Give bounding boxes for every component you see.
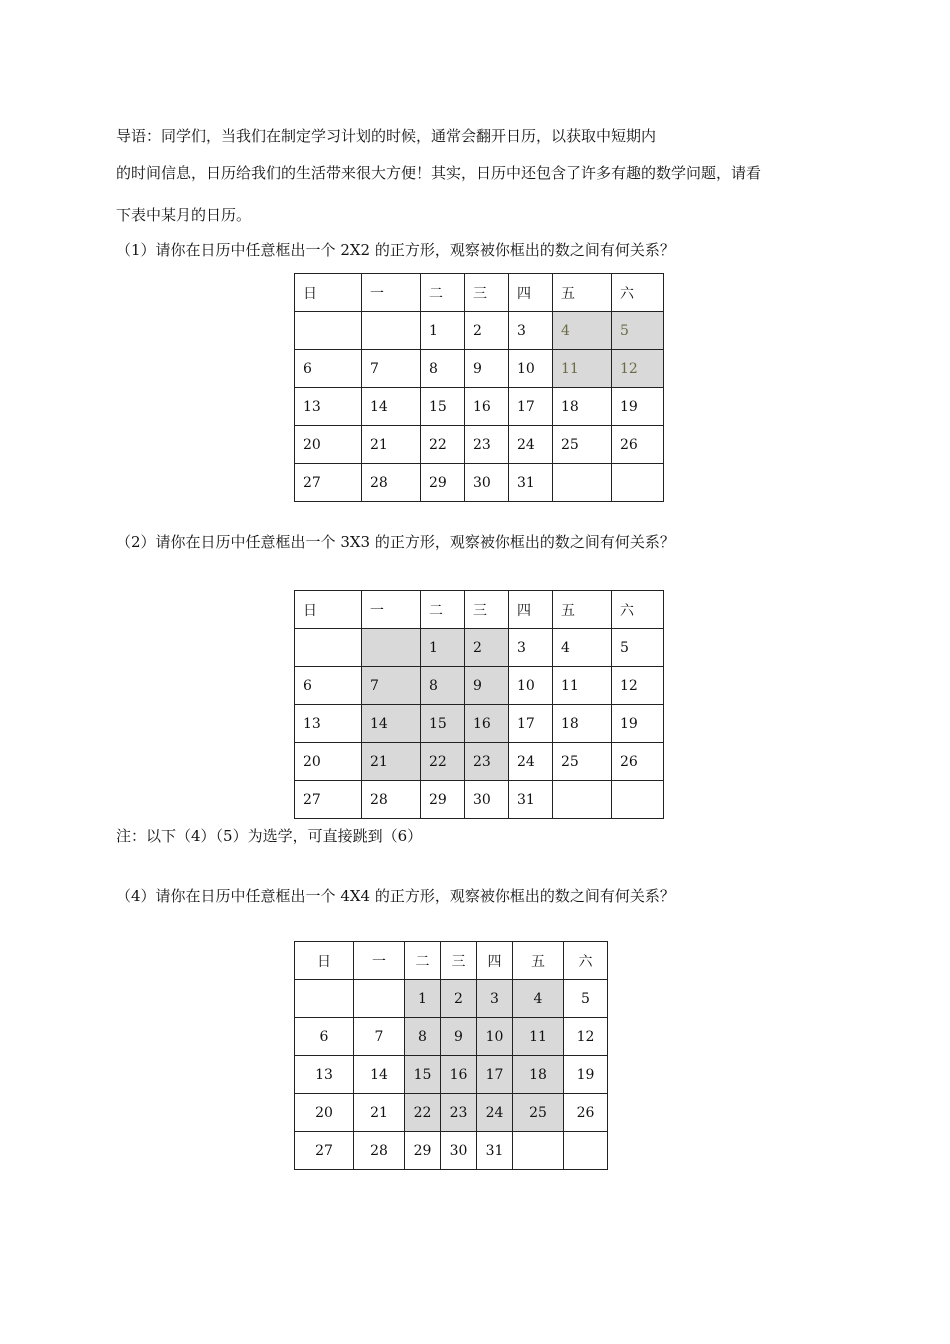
day-cell: 25 [553,426,612,464]
day-cell: 29 [405,1132,441,1170]
day-cell: 5 [612,629,664,667]
question-1: （1）请你在日历中任意框出一个 2X2 的正方形，观察被你框出的数之间有何关系？ [116,241,675,259]
weekday-cell: 日 [295,591,362,629]
day-cell-highlighted: 16 [465,705,509,743]
day-cell-highlighted: 15 [405,1056,441,1094]
day-cell: 4 [553,629,612,667]
weekday-header-row [295,591,664,629]
day-cell-highlighted: 25 [513,1094,564,1132]
weekday-cell: 二 [421,274,465,312]
table-row [295,312,664,350]
table-row [295,426,664,464]
table-row [295,629,664,667]
day-cell: 20 [295,743,362,781]
day-cell: 30 [441,1132,477,1170]
day-cell: 14 [362,388,421,426]
day-cell: 17 [509,388,553,426]
table-row [295,667,664,705]
day-cell-highlighted: 9 [441,1018,477,1056]
day-cell [612,781,664,819]
day-cell-highlighted: 4 [513,980,564,1018]
day-cell: 10 [509,350,553,388]
day-cell: 12 [564,1018,608,1056]
day-cell-highlighted: 21 [362,743,421,781]
day-cell: 21 [354,1094,405,1132]
day-cell: 20 [295,426,362,464]
day-cell: 3 [509,629,553,667]
weekday-cell: 一 [354,942,405,980]
table-row [295,705,664,743]
calendar-table-4 [294,941,608,1170]
day-cell-highlighted: 2 [441,980,477,1018]
weekday-cell: 四 [509,274,553,312]
day-cell: 23 [465,426,509,464]
table-row [295,980,608,1018]
weekday-cell: 日 [295,942,354,980]
day-cell [362,312,421,350]
day-cell: 17 [509,705,553,743]
day-cell-highlighted: 8 [421,667,465,705]
table-row [295,1056,608,1094]
day-cell: 28 [354,1132,405,1170]
weekday-header-row [295,274,664,312]
day-cell: 31 [509,781,553,819]
intro-line-3: 下表中某月的日历。 [116,206,252,224]
table-row [295,781,664,819]
day-cell: 31 [477,1132,513,1170]
weekday-cell: 一 [362,591,421,629]
weekday-cell: 五 [513,942,564,980]
day-cell: 29 [421,464,465,502]
weekday-cell: 六 [612,274,664,312]
table-row [295,1018,608,1056]
day-cell-highlighted: 9 [465,667,509,705]
day-cell: 26 [564,1094,608,1132]
note: 注：以下（4）（5）为选学，可直接跳到（6） [116,827,423,845]
day-cell: 25 [553,743,612,781]
day-cell: 10 [509,667,553,705]
day-cell: 13 [295,388,362,426]
day-cell: 7 [354,1018,405,1056]
day-cell: 15 [421,388,465,426]
day-cell: 24 [509,426,553,464]
table-row [295,743,664,781]
day-cell: 31 [509,464,553,502]
day-cell [553,781,612,819]
weekday-cell: 三 [465,591,509,629]
day-cell: 7 [362,350,421,388]
day-cell: 21 [362,426,421,464]
table-row [295,1132,608,1170]
day-cell-highlighted: 12 [612,350,664,388]
day-cell [564,1132,608,1170]
weekday-cell: 日 [295,274,362,312]
weekday-cell: 五 [553,274,612,312]
day-cell [354,980,405,1018]
day-cell-highlighted: 5 [612,312,664,350]
weekday-cell: 四 [477,942,513,980]
day-cell: 6 [295,1018,354,1056]
day-cell: 19 [564,1056,608,1094]
day-cell-highlighted: 11 [513,1018,564,1056]
day-cell [553,464,612,502]
weekday-cell: 二 [421,591,465,629]
day-cell-highlighted: 22 [421,743,465,781]
table-row [295,1094,608,1132]
weekday-cell: 一 [362,274,421,312]
day-cell-highlighted: 1 [421,629,465,667]
day-cell-highlighted: 10 [477,1018,513,1056]
weekday-cell: 五 [553,591,612,629]
day-cell-highlighted: 1 [405,980,441,1018]
calendar-table-1 [294,273,664,502]
day-cell: 16 [465,388,509,426]
question-2: （2）请你在日历中任意框出一个 3X3 的正方形，观察被你框出的数之间有何关系？ [116,533,675,551]
day-cell: 29 [421,781,465,819]
day-cell-highlighted: 23 [465,743,509,781]
table-row [295,388,664,426]
intro-line-2: 的时间信息，日历给我们的生活带来很大方便！其实，日历中还包含了许多有趣的数学问题，请看 [116,164,762,182]
day-cell: 28 [362,781,421,819]
day-cell-highlighted: 22 [405,1094,441,1132]
day-cell-highlighted: 3 [477,980,513,1018]
day-cell [513,1132,564,1170]
question-4: （4）请你在日历中任意框出一个 4X4 的正方形，观察被你框出的数之间有何关系？ [116,887,675,905]
day-cell: 5 [564,980,608,1018]
day-cell-highlighted: 24 [477,1094,513,1132]
day-cell-highlighted: 16 [441,1056,477,1094]
day-cell: 6 [295,350,362,388]
day-cell: 27 [295,464,362,502]
day-cell: 18 [553,705,612,743]
day-cell: 30 [465,464,509,502]
day-cell-highlighted: 14 [362,705,421,743]
intro-line-1: 导语：同学们，当我们在制定学习计划的时候，通常会翻开日历，以获取中短期内 [116,127,657,145]
weekday-cell: 四 [509,591,553,629]
weekday-cell: 三 [441,942,477,980]
day-cell-highlighted: 7 [362,667,421,705]
day-cell: 2 [465,312,509,350]
day-cell [295,312,362,350]
day-cell: 30 [465,781,509,819]
day-cell: 3 [509,312,553,350]
calendar-table-2 [294,590,664,819]
day-cell: 8 [421,350,465,388]
day-cell: 20 [295,1094,354,1132]
day-cell: 13 [295,1056,354,1094]
day-cell: 11 [553,667,612,705]
day-cell: 1 [421,312,465,350]
day-cell: 13 [295,705,362,743]
day-cell-highlighted: 23 [441,1094,477,1132]
day-cell-highlighted [362,629,421,667]
day-cell-highlighted: 11 [553,350,612,388]
day-cell [612,464,664,502]
weekday-cell: 六 [612,591,664,629]
day-cell: 27 [295,781,362,819]
day-cell-highlighted: 17 [477,1056,513,1094]
day-cell: 6 [295,667,362,705]
day-cell [295,629,362,667]
day-cell: 26 [612,426,664,464]
day-cell: 26 [612,743,664,781]
day-cell: 14 [354,1056,405,1094]
day-cell: 19 [612,705,664,743]
day-cell: 28 [362,464,421,502]
weekday-header-row [295,942,608,980]
day-cell: 24 [509,743,553,781]
day-cell-highlighted: 2 [465,629,509,667]
day-cell-highlighted: 8 [405,1018,441,1056]
day-cell-highlighted: 4 [553,312,612,350]
weekday-cell: 三 [465,274,509,312]
day-cell: 22 [421,426,465,464]
table-row [295,464,664,502]
weekday-cell: 二 [405,942,441,980]
day-cell: 27 [295,1132,354,1170]
day-cell-highlighted: 15 [421,705,465,743]
day-cell-highlighted: 18 [513,1056,564,1094]
day-cell: 19 [612,388,664,426]
day-cell [295,980,354,1018]
day-cell: 18 [553,388,612,426]
day-cell: 9 [465,350,509,388]
table-row [295,350,664,388]
day-cell: 12 [612,667,664,705]
weekday-cell: 六 [564,942,608,980]
